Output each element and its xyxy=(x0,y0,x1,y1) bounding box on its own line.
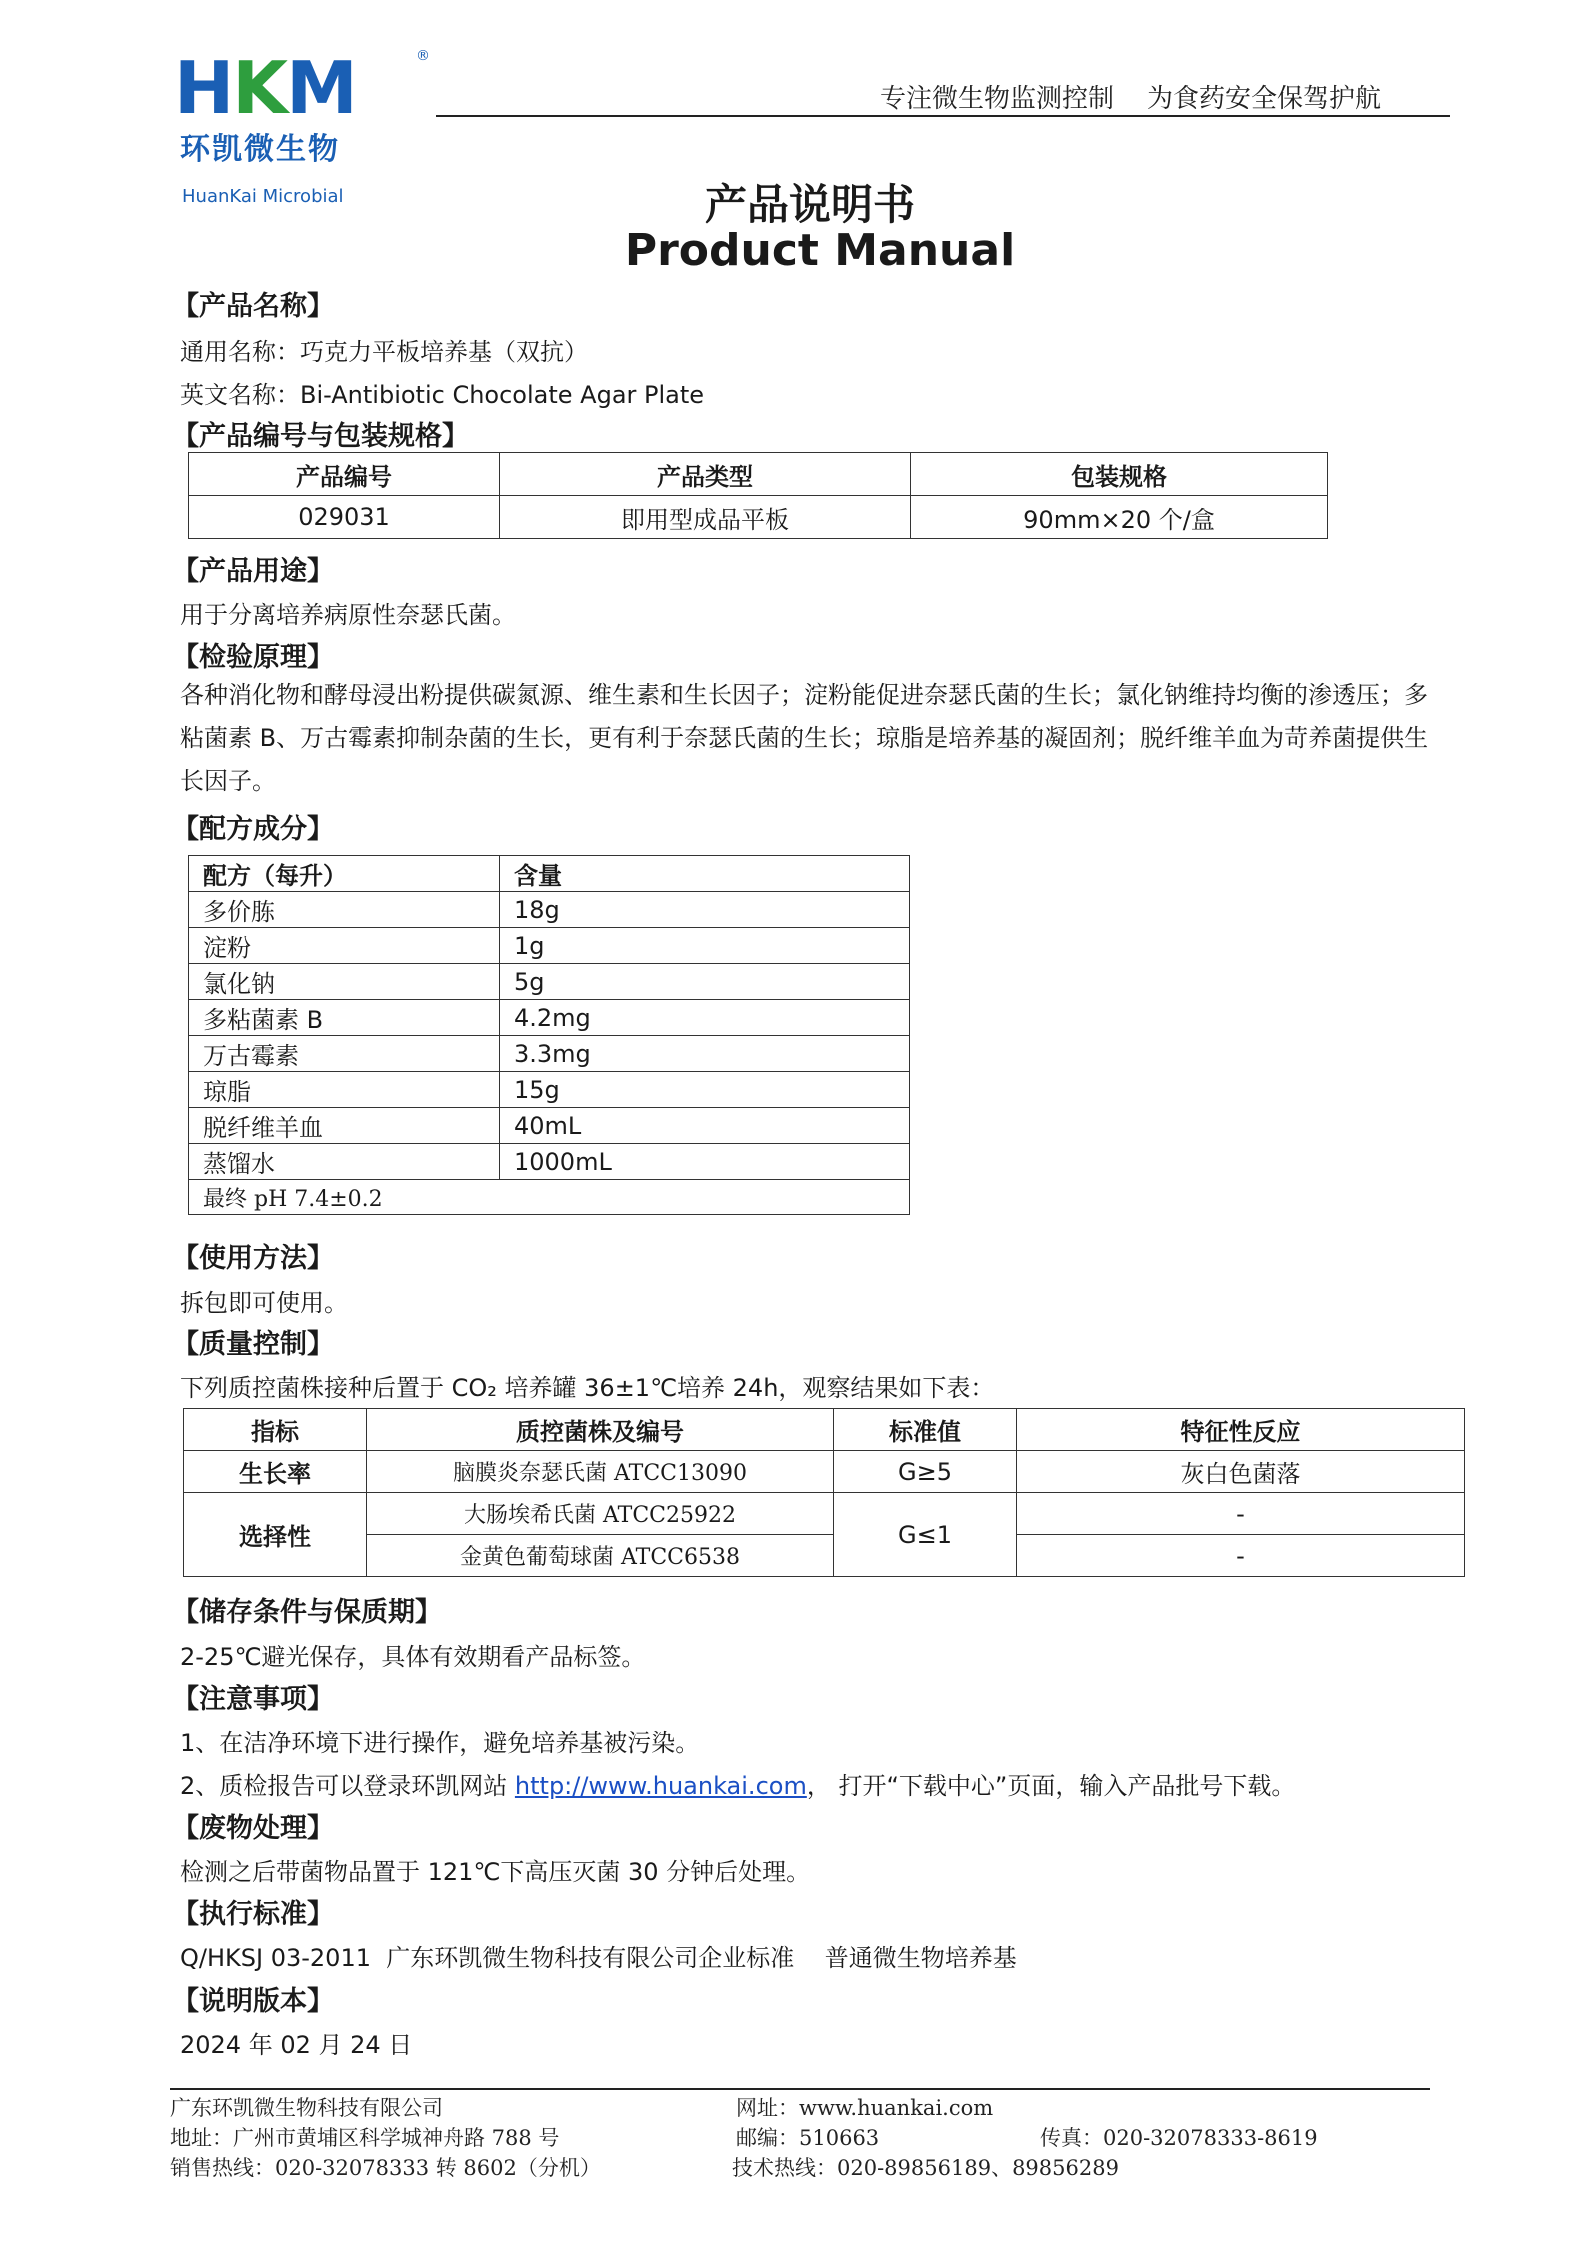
table-row xyxy=(189,1180,910,1215)
section-heading-standard: 【执行标准】 xyxy=(172,1899,334,1930)
amount: 4.2mg xyxy=(500,1000,910,1036)
qc-table xyxy=(183,1408,1465,1577)
qc-reaction: - xyxy=(1017,1493,1465,1535)
section-heading-principle: 【检验原理】 xyxy=(172,642,334,673)
qc-strain: 脑膜炎奈瑟氏菌 ATCC13090 xyxy=(367,1451,834,1493)
storage-text: 2-25℃避光保存，具体有效期看产品标签。 xyxy=(180,1643,646,1671)
footer-sales-hotline: 销售热线：020-32078333 转 8602（分机） xyxy=(170,2156,601,2180)
table-row xyxy=(189,1000,910,1036)
footer-address: 地址：广州市黄埔区科学城神舟路 788 号 xyxy=(170,2126,560,2150)
table-row xyxy=(184,1493,1465,1535)
final-ph: 最终 pH 7.4±0.2 xyxy=(189,1180,910,1215)
ingredient: 琼脂 xyxy=(189,1072,500,1108)
amount: 40mL xyxy=(500,1108,910,1144)
ingredient: 氯化钠 xyxy=(189,964,500,1000)
footer-tech-hotline: 技术热线：020-89856189、89856289 xyxy=(732,2156,1119,2180)
header-cell: 产品编号 xyxy=(189,453,500,496)
qc-indicator: 生长率 xyxy=(184,1451,367,1493)
section-heading-qc: 【质量控制】 xyxy=(172,1329,334,1360)
table-row xyxy=(184,1535,1465,1577)
amount: 5g xyxy=(500,964,910,1000)
ingredient: 淀粉 xyxy=(189,928,500,964)
standard-text: Q/HKSJ 03-2011 广东环凯微生物科技有限公司企业标准 普通微生物培养基 xyxy=(180,1944,1017,1972)
qc-reaction: - xyxy=(1017,1535,1465,1577)
company-logo xyxy=(174,46,444,207)
waste-text: 检测之后带菌物品置于 121℃下高压灭菌 30 分钟后处理。 xyxy=(180,1858,811,1886)
table-row xyxy=(189,496,1328,539)
ingredient: 蒸馏水 xyxy=(189,1144,500,1180)
header-cell: 包装规格 xyxy=(911,453,1328,496)
header-cell: 特征性反应 xyxy=(1017,1409,1465,1451)
note-item: 1、在洁净环境下进行操作，避免培养基被污染。 xyxy=(180,1729,700,1757)
table-row xyxy=(184,1451,1465,1493)
section-heading-formula: 【配方成分】 xyxy=(172,814,334,845)
section-heading-waste: 【废物处理】 xyxy=(172,1813,334,1844)
website-link[interactable]: http://www.huankai.com xyxy=(514,1772,807,1800)
amount: 18g xyxy=(500,892,910,928)
amount: 15g xyxy=(500,1072,910,1108)
table-row xyxy=(189,964,910,1000)
method-text: 拆包即可使用。 xyxy=(180,1289,348,1317)
header-cell: 产品类型 xyxy=(500,453,911,496)
ingredient: 万古霉素 xyxy=(189,1036,500,1072)
footer-fax: 传真：020-32078333-8619 xyxy=(1040,2126,1318,2150)
slogan: 专注微生物监测控制 为食药安全保驾护航 xyxy=(880,84,1382,114)
section-heading-version: 【说明版本】 xyxy=(172,1986,334,2017)
ingredient: 多粘菌素 B xyxy=(189,1000,500,1036)
table-header-row xyxy=(189,453,1328,496)
footer-website: 网址：www.huankai.com xyxy=(736,2096,994,2120)
ingredient: 多价胨 xyxy=(189,892,500,928)
table-row xyxy=(189,928,910,964)
english-name: 英文名称：Bi-Antibiotic Chocolate Agar Plate xyxy=(180,381,705,409)
qc-indicator: 选择性 xyxy=(184,1493,367,1577)
footer-postcode: 邮编：510663 xyxy=(736,2126,880,2150)
qc-strain: 金黄色葡萄球菌 ATCC6538 xyxy=(367,1535,834,1577)
section-heading-storage: 【储存条件与保质期】 xyxy=(172,1597,442,1628)
title-en: Product Manual xyxy=(624,225,1016,276)
header-cell: 含量 xyxy=(500,856,910,892)
product-type: 即用型成品平板 xyxy=(500,496,911,539)
logo-cn: 环凯微生物 xyxy=(180,132,340,167)
logo-en: HuanKai Microbial xyxy=(182,186,344,207)
section-heading-usage: 【产品用途】 xyxy=(172,556,334,587)
table-row xyxy=(189,1144,910,1180)
qc-standard: G≤1 xyxy=(834,1493,1017,1577)
package-spec: 90mm×20 个/盒 xyxy=(911,496,1328,539)
footer-divider xyxy=(170,2088,1430,2090)
header-cell: 指标 xyxy=(184,1409,367,1451)
note-text: ， 打开“下载中心”页面，输入产品批号下载。 xyxy=(806,1772,1296,1800)
qc-strain: 大肠埃希氏菌 ATCC25922 xyxy=(367,1493,834,1535)
title-cn: 产品说明书 xyxy=(704,180,915,229)
qc-intro: 下列质控菌株接种后置于 CO₂ 培养罐 36±1℃培养 24h，观察结果如下表： xyxy=(180,1374,995,1402)
registered-icon: ® xyxy=(416,48,430,64)
table-header-row xyxy=(184,1409,1465,1451)
qc-reaction: 灰白色菌落 xyxy=(1017,1451,1465,1493)
usage-text: 用于分离培养病原性奈瑟氏菌。 xyxy=(180,601,516,629)
footer-company: 广东环凯微生物科技有限公司 xyxy=(170,2096,443,2120)
logo-mark: HKM xyxy=(174,46,356,130)
header-cell: 质控菌株及编号 xyxy=(367,1409,834,1451)
table-row xyxy=(189,1108,910,1144)
formula-table xyxy=(188,855,910,1215)
amount: 1000mL xyxy=(500,1144,910,1180)
table-row xyxy=(189,1072,910,1108)
product-code: 029031 xyxy=(189,496,500,539)
table-row xyxy=(189,1036,910,1072)
packaging-table xyxy=(188,452,1328,539)
header-cell: 标准值 xyxy=(834,1409,1017,1451)
qc-standard: G≥5 xyxy=(834,1451,1017,1493)
version-text: 2024 年 02 月 24 日 xyxy=(180,2031,413,2059)
header-divider xyxy=(436,115,1450,117)
section-heading-method: 【使用方法】 xyxy=(172,1243,334,1274)
ingredient: 脱纤维羊血 xyxy=(189,1108,500,1144)
section-heading-name: 【产品名称】 xyxy=(172,291,334,322)
principle-text: 各种消化物和酵母浸出粉提供碳氮源、维生素和生长因子；淀粉能促进奈瑟氏菌的生长；氯化钠维持均衡的渗透压；多粘菌素 B、万古霉素抑制杂菌的生长，更有利于奈瑟氏菌的生长；琼脂是培养基的凝固剂；脱纤维羊血为苛养菌提供生长因子。 xyxy=(180,681,1429,795)
note-text: 2、质检报告可以登录环凯网站 xyxy=(180,1772,515,1800)
section-heading-packaging: 【产品编号与包装规格】 xyxy=(172,421,469,452)
amount: 3.3mg xyxy=(500,1036,910,1072)
table-row xyxy=(189,892,910,928)
header-cell: 配方（每升） xyxy=(189,856,500,892)
section-heading-notes: 【注意事项】 xyxy=(172,1684,334,1715)
common-name: 通用名称：巧克力平板培养基（双抗） xyxy=(180,338,588,366)
amount: 1g xyxy=(500,928,910,964)
table-header-row xyxy=(189,856,910,892)
note-item xyxy=(180,1766,1295,1801)
